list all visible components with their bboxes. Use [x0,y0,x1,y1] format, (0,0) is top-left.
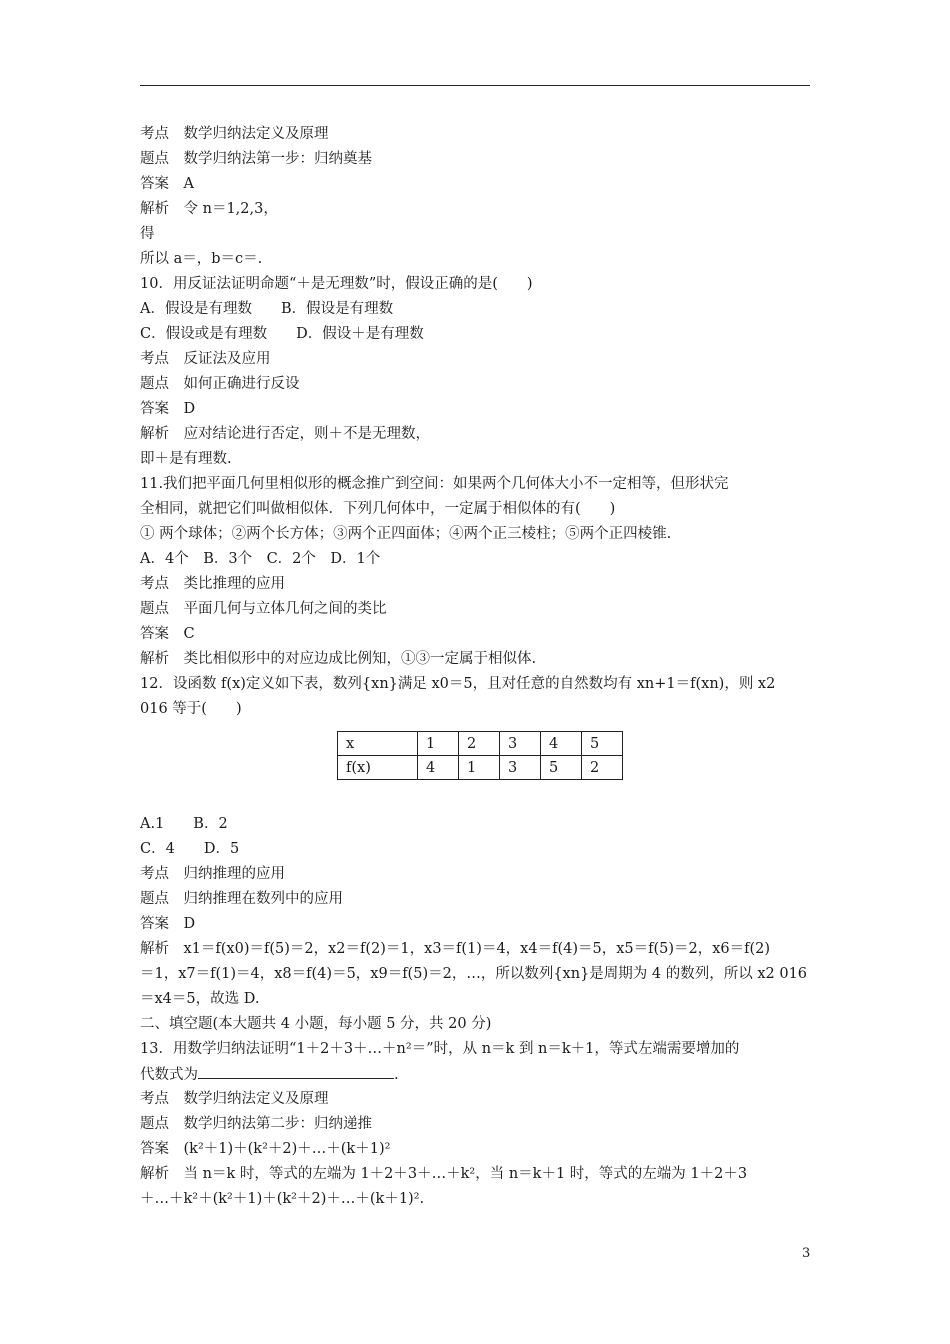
page-body [140,122,812,1212]
text-line: 解析 x1＝f(x0)＝f(5)＝2，x2＝f(2)＝1，x3＝f(1)＝4，x4＝f(4)＝5，x5＝f(5)＝2，x6＝f(2) [140,941,771,957]
text-line: 代数式为 . [140,1062,812,1087]
text-line: 解析 类比相似形中的对应边成比例知，①③一定属于相似体. [140,651,537,667]
text-line: 答案 D [140,401,196,417]
text-line: 解析 当 n＝k 时，等式的左端为 1＋2＋3＋…＋k²，当 n＝k＋1 时，等式的左端为 1＋2＋3 [140,1166,748,1182]
text-fragment: 代数式为 [140,1067,198,1083]
text-line: ＋…＋k²＋(k²＋1)＋(k²＋2)＋…＋(k＋1)². [140,1191,425,1207]
text-line: ＝1，x7＝f(1)＝4，x8＝f(4)＝5，x9＝f(5)＝2，…，所以数列{xn}是周期为 4 的数列，所以 x2 016 [140,966,808,982]
table-cell: 2 [582,756,623,780]
table-cell: 4 [541,732,582,756]
text-line: 考点 数学归纳法定义及原理 [140,1091,329,1107]
text-line: 考点 归纳推理的应用 [140,866,285,882]
text-line: A.1 B．2 [140,816,228,832]
table-cell: 2 [459,732,500,756]
text-line: 考点 反证法及应用 [140,351,271,367]
table-cell: 3 [500,732,541,756]
text-line: 全相同，就把它们叫做相似体．下列几何体中，一定属于相似体的有( ) [140,501,616,517]
text-line: 得 [140,226,155,242]
text-line: 答案 (k²＋1)＋(k²＋2)＋…＋(k＋1)² [140,1141,391,1157]
text-line: 考点 类比推理的应用 [140,576,285,592]
text-line: A．假设是有理数 B．假设是有理数 [140,301,394,317]
text-line: 题点 归纳推理在数列中的应用 [140,891,343,907]
table-cell: 4 [418,756,459,780]
text-line: 解析 令 n＝1,2,3， [140,201,278,217]
question-10: 10．用反证法证明命题“＋是无理数”时，假设正确的是( ) [140,276,533,292]
page-number: 3 [802,1246,811,1261]
text-line: 答案 A [140,176,194,192]
text-line: 即＋是有理数. [140,451,232,467]
text-line: C．假设或是有理数 D．假设＋是有理数 [140,326,424,342]
question-13: 13．用数学归纳法证明“1＋2＋3＋…＋n²＝”时，从 n＝k 到 n＝k＋1，等式左端需要增加的 [140,1041,740,1057]
text-line: A．4个 B．3个 C．2个 D．1个 [140,551,381,567]
text-line: 题点 如何正确进行反设 [140,376,300,392]
function-table [337,731,623,780]
text-line: 答案 D [140,916,196,932]
table-cell: 5 [582,732,623,756]
section-heading: 二、填空题(本大题共 4 小题，每小题 5 分，共 20 分) [140,1016,492,1032]
question-12: 12．设函数 f(x)定义如下表，数列{xn}满足 x0＝5，且对任意的自然数均有 xn+1＝f(xn)，则 x2 [140,676,776,692]
text-line: 考点 数学归纳法定义及原理 [140,126,329,142]
table-row [338,756,623,780]
text-line: 答案 C [140,626,195,642]
text-line: 解析 应对结论进行否定，则＋不是无理数， [140,426,430,442]
text-line: C．4 D．5 [140,841,240,857]
table-row [338,732,623,756]
text-line: 题点 数学归纳法第一步：归纳奠基 [140,151,372,167]
table-cell: 5 [541,756,582,780]
table-cell: x [338,732,418,756]
table-cell: 3 [500,756,541,780]
header-rule [140,85,810,86]
text-line: ① 两个球体；②两个长方体；③两个正四面体；④两个正三棱柱；⑤两个正四棱锥. [140,526,672,542]
answer-blank [198,1062,394,1079]
table-cell: f(x) [338,756,418,780]
text-line: 题点 平面几何与立体几何之间的类比 [140,601,387,617]
table-cell: 1 [459,756,500,780]
table-cell: 1 [418,732,459,756]
text-line: 题点 数学归纳法第二步：归纳递推 [140,1116,372,1132]
text-line: 所以 a＝，b＝c＝. [140,251,263,267]
text-line: ＝x4＝5，故选 D. [140,991,260,1007]
text-line: 016 等于( ) [140,701,242,717]
question-11: 11.我们把平面几何里相似形的概念推广到空间：如果两个几何体大小不一定相等，但形状完 [140,476,729,492]
